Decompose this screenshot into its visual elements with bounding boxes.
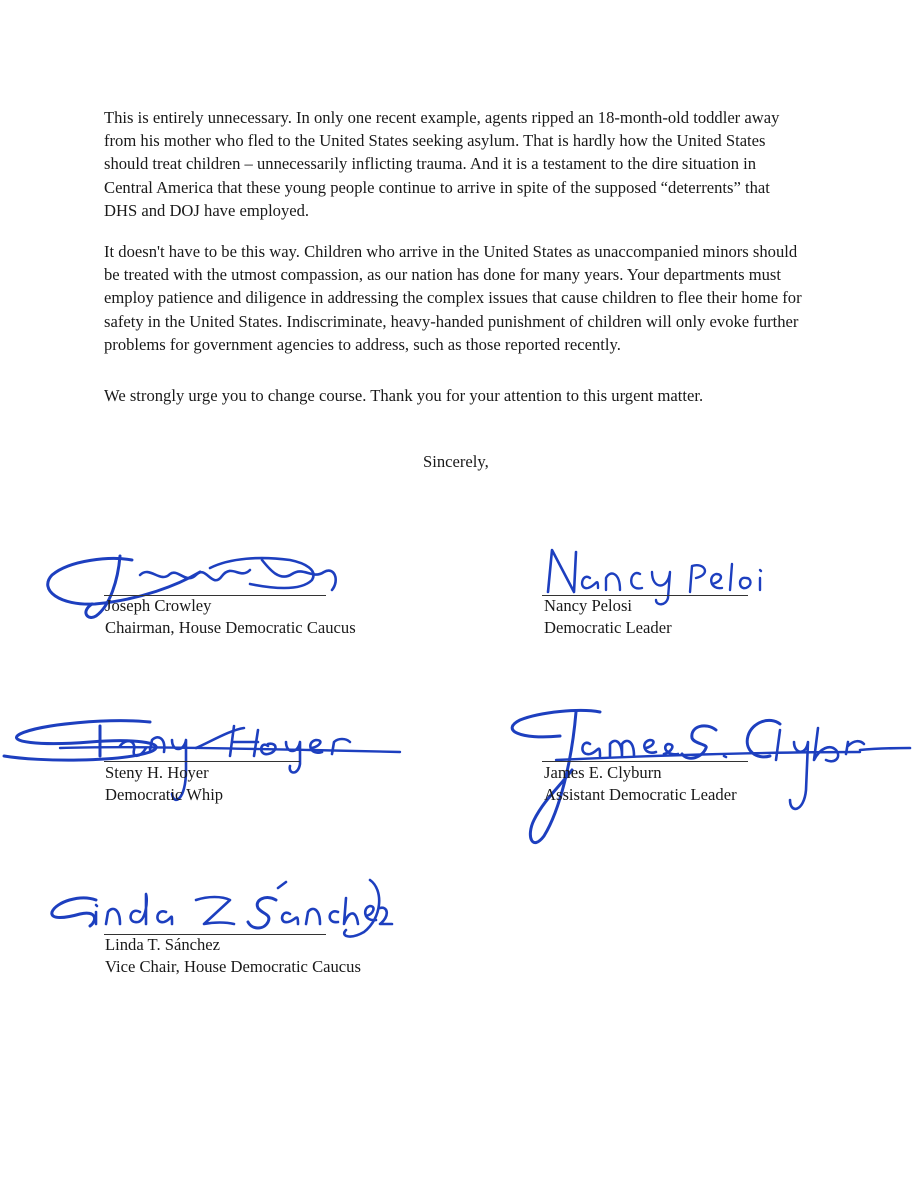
paragraph-3: We strongly urge you to change course. Thank you for your attention to this urgent matter. <box>104 386 704 405</box>
paragraph-2: It doesn't have to be this way. Children who arrive in the United States as unaccompanied minors should be treated with the utmost compassion, as our nation has done for many years. Your departments must employ patience and diligence in addressing the complex issues that cause children to flee their home for safety in the United States. Indiscriminate, heavy-handed punishment of children will only evoke further problems for government agencies to address, such as those reported recently. <box>104 242 802 354</box>
signatory-name: Joseph Crowley <box>105 596 212 615</box>
signatory-title: Assistant Democratic Leader <box>544 785 737 804</box>
signatory-name: Steny H. Hoyer <box>105 763 209 782</box>
paragraph-1: This is entirely unnecessary. In only one recent example, agents ripped an 18-month-old toddler away from his mother who fled to the United States seeking asylum. That is hardly how the United States should treat children – unnecessarily inflicting trauma. And it is a testament to the dire situation in Central America that these young people continue to arrive in spite of the supposed “deterrents” that DHS and DOJ have employed. <box>104 108 780 220</box>
signatory-name: Linda T. Sánchez <box>105 935 221 954</box>
signatory-title: Vice Chair, House Democratic Caucus <box>105 957 361 976</box>
signatory-name: James E. Clyburn <box>544 763 662 782</box>
signatory-title: Chairman, House Democratic Caucus <box>105 618 356 637</box>
signatory-name: Nancy Pelosi <box>544 596 633 615</box>
signatory-title: Democratic Whip <box>105 785 224 804</box>
signatory-title: Democratic Leader <box>544 618 672 637</box>
closing: Sincerely, <box>423 452 489 471</box>
